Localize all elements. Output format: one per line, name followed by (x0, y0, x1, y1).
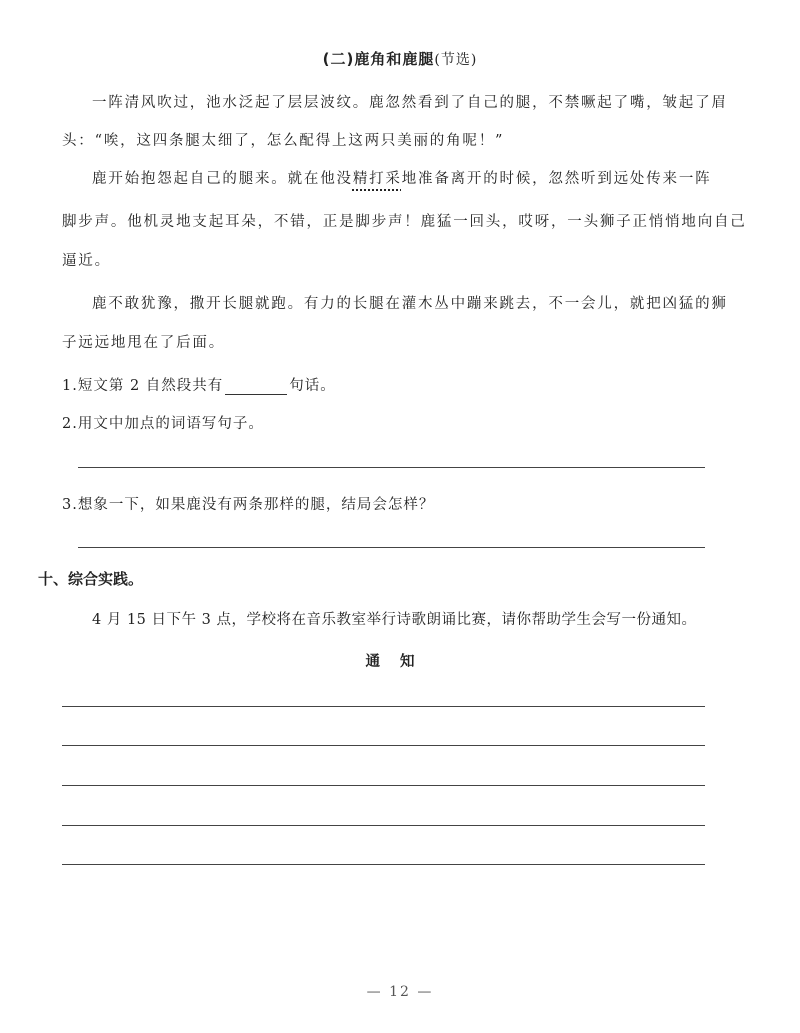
passage-title (0, 48, 800, 69)
passage-line: 鹿不敢犹豫，撒开长腿就跑。有力的长腿在灌木丛中蹦来跳去，不一会儿，就把凶猛的狮 (92, 296, 728, 312)
notice-title: 通知 (365, 654, 435, 670)
writing-line[interactable] (62, 745, 705, 746)
passage-line-part: 鹿开始抱怨起自己的腿来。就在他没 (92, 171, 353, 187)
dotted-word: 精打采 (352, 171, 402, 187)
section-heading: 十、综合实践。 (38, 570, 144, 588)
question-1-text: 1.短文第 2 自然段共有 (62, 378, 224, 394)
writing-line[interactable] (62, 864, 705, 865)
passage-line: 一阵清风吹过，池水泛起了层层波纹。鹿忽然看到了自己的腿，不禁噘起了嘴，皱起了眉 (92, 95, 728, 111)
task-description: 4 月 15 日下午 3 点，学校将在音乐教室举行诗歌朗诵比赛，请你帮助学生会写一份通知。 (92, 612, 697, 628)
passage-line: 逼近。 (62, 253, 111, 269)
writing-line[interactable] (62, 825, 705, 826)
question-3: 3.想象一下，如果鹿没有两条那样的腿，结局会怎样？ (62, 497, 435, 513)
question-1-tail: 句话。 (289, 378, 336, 394)
passage-line: 脚步声。他机灵地支起耳朵，不错，正是脚步声！鹿猛一回头，哎呀，一头狮子正悄悄地向自己 (62, 214, 747, 230)
writing-line[interactable] (62, 706, 705, 707)
passage-line-part: 地准备离开的时候，忽然听到远处传来一阵 (401, 171, 712, 187)
passage-title-note: (节选) (434, 52, 478, 68)
answer-line[interactable] (78, 547, 705, 548)
passage-line: 子远远地甩在了后面。 (62, 335, 225, 351)
question-1 (62, 374, 336, 395)
passage-line (92, 169, 722, 189)
writing-line[interactable] (62, 785, 705, 786)
answer-blank[interactable] (225, 380, 287, 395)
passage-line: 头：“唉，这四条腿太细了，怎么配得上这两只美丽的角呢！” (62, 133, 505, 149)
passage-title-text: (二)鹿角和鹿腿 (322, 50, 435, 68)
page-number: — 12 — (366, 984, 434, 1000)
question-2: 2.用文中加点的词语写句子。 (62, 416, 264, 432)
answer-line[interactable] (78, 467, 705, 468)
